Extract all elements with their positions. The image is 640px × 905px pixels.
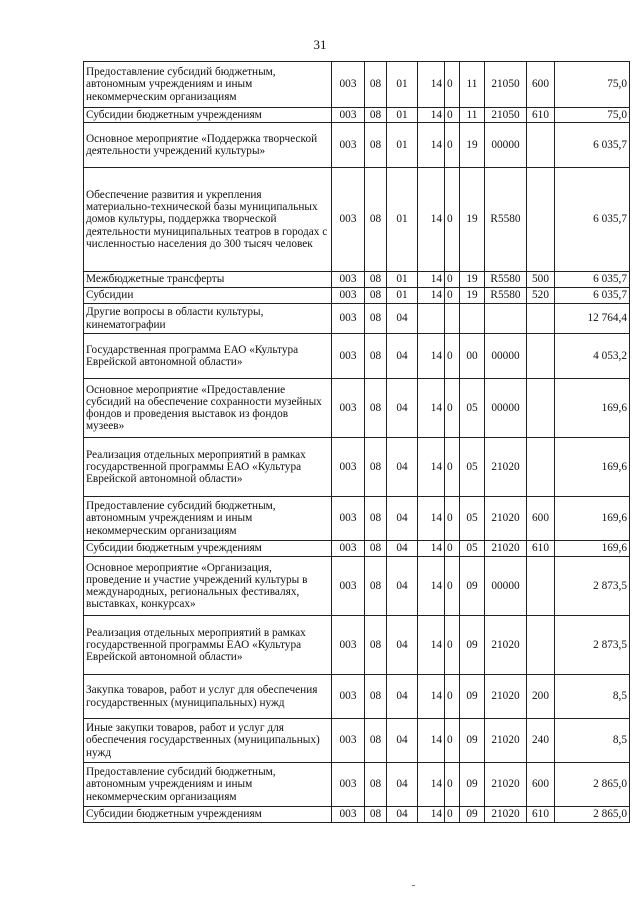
section-code: 08: [365, 288, 387, 304]
table-row: [84, 123, 630, 168]
program-code: 14: [418, 288, 445, 304]
row-name: Другие вопросы в области культуры, кинематографии: [84, 304, 332, 334]
subsection-code: 04: [387, 675, 418, 719]
admin-code: 003: [332, 719, 365, 763]
amount: 169,6: [555, 497, 630, 541]
amount: 8,5: [555, 719, 630, 763]
program-code: 14: [418, 108, 445, 123]
program-code: [418, 304, 445, 334]
table-row: [84, 675, 630, 719]
subsection-code: 01: [387, 123, 418, 168]
table-row: [84, 763, 630, 807]
subsection-code: 04: [387, 438, 418, 497]
admin-code: 003: [332, 438, 365, 497]
expense-direction-code: 21020: [485, 675, 527, 719]
main-activity-code: 11: [460, 108, 485, 123]
admin-code: 003: [332, 497, 365, 541]
amount: 6 035,7: [555, 288, 630, 304]
table-row: [84, 168, 630, 272]
section-code: 08: [365, 304, 387, 334]
program-code: 14: [418, 62, 445, 108]
table-body: [84, 62, 630, 823]
program-code: 14: [418, 438, 445, 497]
table-row: [84, 541, 630, 557]
subprogram-code: 0: [445, 108, 460, 123]
main-activity-code: 05: [460, 541, 485, 557]
row-name: Реализация отдельных мероприятий в рамках государственной программы ЕАО «Культура Еврейской автономной области»: [84, 616, 332, 675]
section-code: 08: [365, 334, 387, 379]
amount: 6 035,7: [555, 168, 630, 272]
subprogram-code: 0: [445, 168, 460, 272]
row-name: Иные закупки товаров, работ и услуг для обеспечения государственных (муниципальных) нужд: [84, 719, 332, 763]
expense-type-code: [527, 168, 555, 272]
section-code: 08: [365, 557, 387, 616]
amount: 12 764,4: [555, 304, 630, 334]
program-code: 14: [418, 497, 445, 541]
expense-direction-code: 00000: [485, 123, 527, 168]
admin-code: 003: [332, 304, 365, 334]
row-name: Основное мероприятие «Предоставление субсидий на обеспечение сохранности музейных фондов и проведения выставок из фондов музеев»: [84, 379, 332, 438]
main-activity-code: 19: [460, 288, 485, 304]
subsection-code: 04: [387, 541, 418, 557]
amount: 2 873,5: [555, 616, 630, 675]
table-row: [84, 807, 630, 823]
expense-type-code: 610: [527, 807, 555, 823]
program-code: 14: [418, 675, 445, 719]
table-row: [84, 497, 630, 541]
subprogram-code: 0: [445, 557, 460, 616]
expense-type-code: [527, 123, 555, 168]
amount: 75,0: [555, 62, 630, 108]
expense-type-code: 600: [527, 497, 555, 541]
expense-type-code: 600: [527, 62, 555, 108]
row-name: Обеспечение развития и укрепления материально-технической базы муниципальных домов культуры, поддержка творческой деятельности муниципальных театров в городах с численностью населения до 300 тысяч человек: [84, 168, 332, 272]
admin-code: 003: [332, 62, 365, 108]
amount: 169,6: [555, 438, 630, 497]
subsection-code: 01: [387, 108, 418, 123]
expense-direction-code: 21020: [485, 763, 527, 807]
table-row: [84, 304, 630, 334]
subprogram-code: 0: [445, 719, 460, 763]
main-activity-code: 09: [460, 763, 485, 807]
expense-type-code: 610: [527, 541, 555, 557]
budget-table: [83, 61, 630, 823]
expense-direction-code: 00000: [485, 334, 527, 379]
program-code: 14: [418, 379, 445, 438]
expense-type-code: 200: [527, 675, 555, 719]
expense-direction-code: R5580: [485, 288, 527, 304]
admin-code: 003: [332, 272, 365, 288]
expense-direction-code: [485, 304, 527, 334]
subprogram-code: 0: [445, 123, 460, 168]
subsection-code: 04: [387, 557, 418, 616]
subprogram-code: [445, 304, 460, 334]
table-row: [84, 379, 630, 438]
amount: 8,5: [555, 675, 630, 719]
admin-code: 003: [332, 541, 365, 557]
program-code: 14: [418, 541, 445, 557]
subsection-code: 01: [387, 168, 418, 272]
admin-code: 003: [332, 675, 365, 719]
expense-direction-code: 21020: [485, 807, 527, 823]
row-name: Субсидии бюджетным учреждениям: [84, 541, 332, 557]
main-activity-code: 11: [460, 62, 485, 108]
expense-type-code: [527, 379, 555, 438]
row-name: Закупка товаров, работ и услуг для обеспечения государственных (муниципальных) нужд: [84, 675, 332, 719]
main-activity-code: 05: [460, 438, 485, 497]
admin-code: 003: [332, 763, 365, 807]
expense-type-code: [527, 438, 555, 497]
row-name: Субсидии: [84, 288, 332, 304]
program-code: 14: [418, 719, 445, 763]
table-row: [84, 438, 630, 497]
subsection-code: 01: [387, 62, 418, 108]
subsection-code: 04: [387, 616, 418, 675]
expense-direction-code: 21020: [485, 497, 527, 541]
row-name: Предоставление субсидий бюджетным, автономным учреждениям и иным некоммерческим организациям: [84, 62, 332, 108]
main-activity-code: 05: [460, 497, 485, 541]
section-code: 08: [365, 541, 387, 557]
subsection-code: 01: [387, 288, 418, 304]
admin-code: 003: [332, 807, 365, 823]
main-activity-code: 09: [460, 675, 485, 719]
expense-direction-code: 21050: [485, 108, 527, 123]
expense-type-code: 240: [527, 719, 555, 763]
subsection-code: 04: [387, 334, 418, 379]
main-activity-code: 00: [460, 334, 485, 379]
table-row: [84, 334, 630, 379]
section-code: 08: [365, 763, 387, 807]
page-number: 31: [313, 37, 327, 52]
row-name: Межбюджетные трансферты: [84, 272, 332, 288]
row-name: Основное мероприятие «Поддержка творческой деятельности учреждений культуры»: [84, 123, 332, 168]
expense-type-code: 600: [527, 763, 555, 807]
section-code: 08: [365, 168, 387, 272]
subsection-code: 01: [387, 272, 418, 288]
main-activity-code: 19: [460, 123, 485, 168]
expense-direction-code: 00000: [485, 557, 527, 616]
admin-code: 003: [332, 288, 365, 304]
admin-code: 003: [332, 168, 365, 272]
expense-type-code: [527, 334, 555, 379]
expense-type-code: 610: [527, 108, 555, 123]
scan-mark: [412, 885, 415, 886]
expense-direction-code: R5580: [485, 272, 527, 288]
table-row: [84, 557, 630, 616]
subprogram-code: 0: [445, 497, 460, 541]
subprogram-code: 0: [445, 379, 460, 438]
expense-direction-code: 21020: [485, 541, 527, 557]
subsection-code: 04: [387, 807, 418, 823]
amount: 75,0: [555, 108, 630, 123]
program-code: 14: [418, 557, 445, 616]
subsection-code: 04: [387, 497, 418, 541]
expense-direction-code: R5580: [485, 168, 527, 272]
row-name: Предоставление субсидий бюджетным, автономным учреждениям и иным некоммерческим организациям: [84, 497, 332, 541]
amount: 169,6: [555, 541, 630, 557]
main-activity-code: 09: [460, 616, 485, 675]
row-name: Реализация отдельных мероприятий в рамках государственной программы ЕАО «Культура Еврейской автономной области»: [84, 438, 332, 497]
admin-code: 003: [332, 108, 365, 123]
row-name: Субсидии бюджетным учреждениям: [84, 807, 332, 823]
section-code: 08: [365, 272, 387, 288]
table-row: [84, 62, 630, 108]
expense-direction-code: 21020: [485, 719, 527, 763]
subprogram-code: 0: [445, 334, 460, 379]
amount: 2 873,5: [555, 557, 630, 616]
admin-code: 003: [332, 123, 365, 168]
table-row: [84, 288, 630, 304]
section-code: 08: [365, 616, 387, 675]
section-code: 08: [365, 108, 387, 123]
section-code: 08: [365, 497, 387, 541]
main-activity-code: 19: [460, 272, 485, 288]
program-code: 14: [418, 123, 445, 168]
row-name: Предоставление субсидий бюджетным, автономным учреждениям и иным некоммерческим организациям: [84, 763, 332, 807]
subprogram-code: 0: [445, 62, 460, 108]
subsection-code: 04: [387, 304, 418, 334]
subprogram-code: 0: [445, 438, 460, 497]
admin-code: 003: [332, 616, 365, 675]
row-name: Государственная программа ЕАО «Культура Еврейской автономной области»: [84, 334, 332, 379]
expense-type-code: [527, 616, 555, 675]
admin-code: 003: [332, 557, 365, 616]
table-row: [84, 108, 630, 123]
program-code: 14: [418, 807, 445, 823]
expense-direction-code: 21050: [485, 62, 527, 108]
main-activity-code: 19: [460, 168, 485, 272]
admin-code: 003: [332, 334, 365, 379]
section-code: 08: [365, 438, 387, 497]
program-code: 14: [418, 616, 445, 675]
amount: 2 865,0: [555, 807, 630, 823]
expense-direction-code: 21020: [485, 438, 527, 497]
section-code: 08: [365, 379, 387, 438]
table-row: [84, 719, 630, 763]
main-activity-code: [460, 304, 485, 334]
program-code: 14: [418, 334, 445, 379]
section-code: 08: [365, 719, 387, 763]
main-activity-code: 09: [460, 719, 485, 763]
amount: 6 035,7: [555, 123, 630, 168]
subsection-code: 04: [387, 719, 418, 763]
program-code: 14: [418, 168, 445, 272]
main-activity-code: 09: [460, 557, 485, 616]
section-code: 08: [365, 807, 387, 823]
subprogram-code: 0: [445, 807, 460, 823]
amount: 2 865,0: [555, 763, 630, 807]
row-name: Основное мероприятие «Организация, проведение и участие учреждений культуры в международных, региональных фестивалях, выставках, конкурсах»: [84, 557, 332, 616]
expense-direction-code: 21020: [485, 616, 527, 675]
subprogram-code: 0: [445, 675, 460, 719]
subprogram-code: 0: [445, 272, 460, 288]
amount: 6 035,7: [555, 272, 630, 288]
subprogram-code: 0: [445, 616, 460, 675]
subprogram-code: 0: [445, 541, 460, 557]
expense-direction-code: 00000: [485, 379, 527, 438]
section-code: 08: [365, 123, 387, 168]
row-name: Субсидии бюджетным учреждениям: [84, 108, 332, 123]
program-code: 14: [418, 763, 445, 807]
subprogram-code: 0: [445, 288, 460, 304]
expense-type-code: 520: [527, 288, 555, 304]
section-code: 08: [365, 675, 387, 719]
amount: 4 053,2: [555, 334, 630, 379]
main-activity-code: 05: [460, 379, 485, 438]
program-code: 14: [418, 272, 445, 288]
admin-code: 003: [332, 379, 365, 438]
expense-type-code: [527, 557, 555, 616]
expense-type-code: 500: [527, 272, 555, 288]
subprogram-code: 0: [445, 763, 460, 807]
table-row: [84, 272, 630, 288]
main-activity-code: 09: [460, 807, 485, 823]
amount: 169,6: [555, 379, 630, 438]
subsection-code: 04: [387, 763, 418, 807]
section-code: 08: [365, 62, 387, 108]
subsection-code: 04: [387, 379, 418, 438]
expense-type-code: [527, 304, 555, 334]
table-row: [84, 616, 630, 675]
